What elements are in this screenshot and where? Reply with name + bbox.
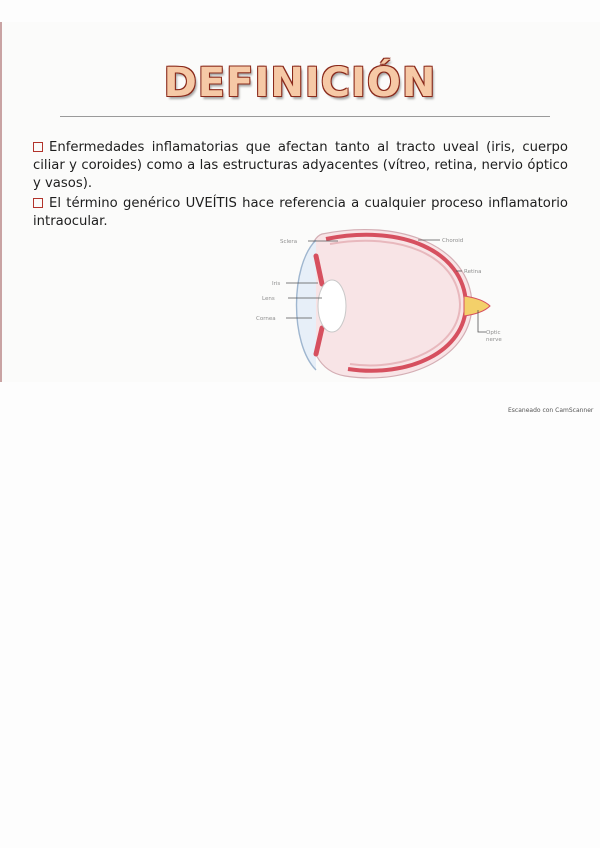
label-choroid: Choroid — [442, 238, 464, 244]
paragraph-text: Enfermedades inflamatorias que afectan tanto al tracto uveal (iris, cuerpo ciliar y coroides) como a las estructuras adyacentes (vítreo, retina, nervio óptico y vasos). — [33, 140, 568, 191]
hollow-square-bullet-icon — [33, 198, 43, 208]
slide-title: DEFINICIÓN — [163, 60, 437, 106]
diagram-label-line — [478, 310, 486, 332]
paragraph-definition — [33, 139, 568, 193]
label-retina: Retina — [464, 269, 482, 275]
cornea-shape — [297, 240, 317, 370]
eye-anatomy-diagram — [250, 226, 520, 386]
title-divider — [60, 116, 550, 117]
label-iris: Iris — [272, 281, 281, 287]
lens-shape — [318, 280, 346, 332]
label-optic-nerve: Optic — [486, 330, 501, 336]
label-cornea: Cornea — [256, 316, 276, 322]
label-sclera: Sclera — [280, 239, 298, 245]
label-optic-nerve-2: nerve — [486, 337, 502, 343]
hollow-square-bullet-icon — [33, 142, 43, 152]
scanner-watermark: Escaneado con CamScanner — [508, 407, 594, 414]
label-lens: Lens — [262, 296, 275, 302]
optic-nerve-shape — [464, 296, 490, 316]
paragraph-text: El término genérico UVEÍTIS hace referencia a cualquier proceso inflamatorio intraocular. — [33, 196, 568, 229]
